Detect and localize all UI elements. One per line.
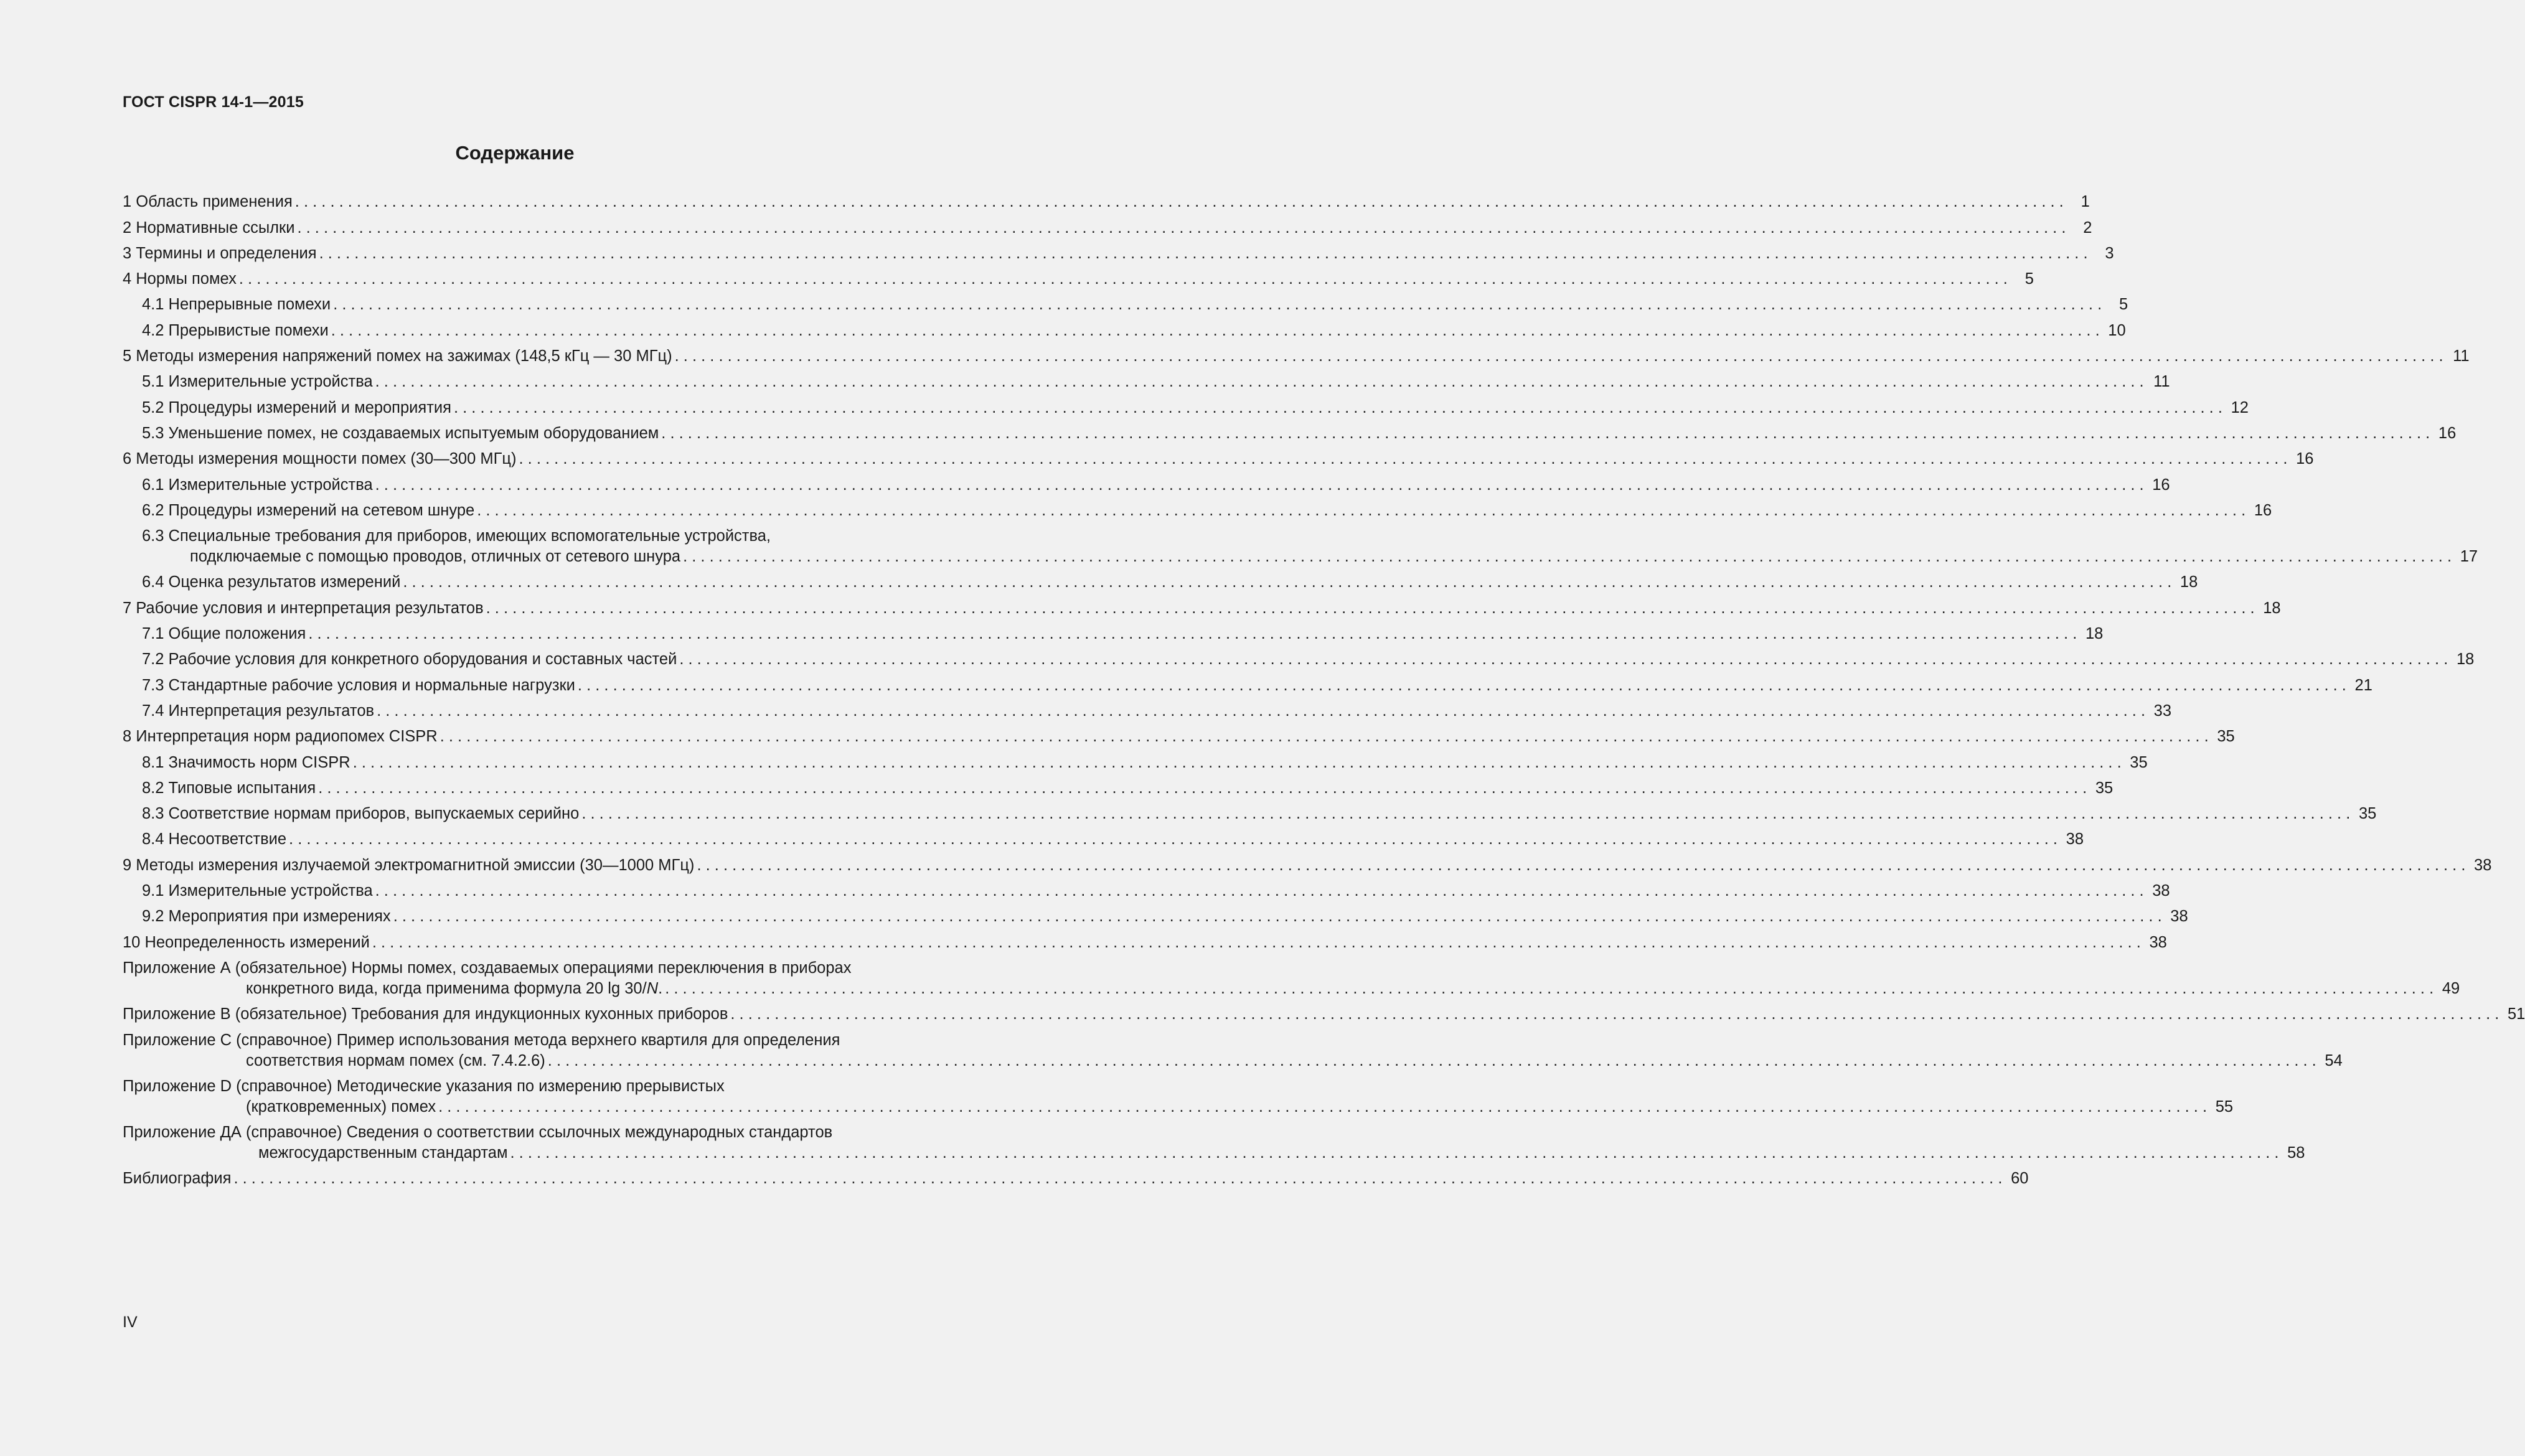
- toc-page-number: 60: [2011, 1170, 2029, 1188]
- toc-entry-label: 6 Методы измерения мощности помех (30—300 МГц): [123, 450, 517, 468]
- toc-page-number: 35: [2358, 805, 2377, 823]
- toc-page-number: 16: [2438, 424, 2457, 442]
- toc-entry-annex-da[interactable]: [123, 1117, 2305, 1163]
- toc-entry-4-1[interactable]: [123, 289, 2128, 315]
- toc-page-number: 58: [2287, 1144, 2305, 1162]
- toc-entry-label: 8.4 Несоответствие: [142, 830, 287, 848]
- toc-entry-7[interactable]: [123, 593, 2281, 618]
- toc-page-number: 21: [2354, 676, 2372, 694]
- toc-leader-dots: [331, 321, 2100, 341]
- toc-entry-label: 8.2 Типовые испытания: [142, 779, 316, 797]
- toc-page-number: 38: [2474, 856, 2492, 874]
- page-number: IV: [123, 1313, 138, 1331]
- toc-entry-4-2[interactable]: [123, 315, 2126, 341]
- toc-page-number: 5: [2024, 270, 2034, 288]
- toc-entry-5-3[interactable]: [123, 418, 2457, 444]
- toc-page-number: 35: [2217, 728, 2235, 746]
- toc-page-number: 18: [2179, 573, 2198, 591]
- toc-page-number: 16: [2296, 450, 2314, 468]
- toc-entry-label-continued: (кратковременных) помех: [246, 1097, 436, 1115]
- toc-entry-label: 6.3 Специальные требования для приборов, имеющих вспомогательные устройства,: [142, 527, 771, 545]
- toc-page-number: 38: [2149, 933, 2167, 951]
- toc-entry-7-4[interactable]: [123, 696, 2172, 721]
- toc-page-number: 38: [2152, 882, 2170, 900]
- toc-page-number: 10: [2108, 321, 2126, 339]
- toc-entry-label: 5 Методы измерения напряжений помех на зажимах (148,5 кГц — 30 МГц): [123, 347, 672, 365]
- toc-entry-annex-c[interactable]: [123, 1025, 2343, 1071]
- toc-leader-dots: [233, 1168, 2002, 1189]
- toc-entry-label: 8 Интерпретация норм радиопомех CISPR: [123, 728, 438, 746]
- toc-entry-annex-a[interactable]: [123, 953, 2460, 999]
- toc-entry-7-3[interactable]: [123, 670, 2372, 695]
- toc-page-number: 5: [2118, 296, 2128, 314]
- toc-entry-9-1[interactable]: [123, 876, 2170, 901]
- formula-variable: N: [646, 979, 659, 997]
- toc-leader-dots: [730, 1004, 2499, 1025]
- toc-entry-3[interactable]: [123, 238, 2114, 264]
- toc-entry-label: 6.4 Оценка результатов измерений: [142, 573, 401, 591]
- toc-entry-5[interactable]: [123, 341, 2470, 367]
- page-title: Содержание: [455, 142, 575, 164]
- toc-entry-10[interactable]: [123, 927, 2167, 952]
- toc-entry-label: Приложение ДА (справочное) Сведения о соответствии ссылочных международных стандартов: [123, 1124, 833, 1142]
- toc-page-number: 11: [2153, 373, 2170, 391]
- toc-entry-8-1[interactable]: [123, 747, 2148, 773]
- toc-leader-dots: [297, 218, 2066, 238]
- toc-leader-dots: [375, 881, 2144, 901]
- toc-entry-label: 8.1 Значимость норм CISPR: [142, 753, 350, 771]
- toc-entry-6-3[interactable]: [123, 521, 2478, 567]
- toc-entry-label: 6.1 Измерительные устройства: [142, 476, 373, 494]
- toc-entry-8-4[interactable]: [123, 824, 2084, 850]
- toc-page-number: 54: [2325, 1051, 2343, 1069]
- toc-entry-label: 7.1 Общие положения: [142, 625, 306, 643]
- toc-entry-label: Приложение В (обязательное) Требования для индукционных кухонных приборов: [123, 1005, 728, 1023]
- toc-page-number: 33: [2153, 702, 2172, 720]
- toc-page-number: 18: [2456, 651, 2475, 669]
- toc-page-number: 3: [2105, 244, 2114, 262]
- toc-leader-dots: [679, 649, 2448, 670]
- toc-page-number: 51: [2508, 1005, 2525, 1023]
- toc-entry-7-2[interactable]: [123, 644, 2475, 670]
- toc-entry-label: Приложение С (справочное) Пример использования метода верхнего квартиля для определения: [123, 1031, 840, 1049]
- toc-entry-5-1[interactable]: [123, 367, 2170, 392]
- toc-entry-label-continued: подключаемые с помощью проводов, отличных от сетевого шнура: [190, 548, 681, 566]
- toc-entry-label: 2 Нормативные ссылки: [123, 218, 295, 237]
- toc-entry-label: 7 Рабочие условия и интерпретация результатов: [123, 599, 484, 617]
- toc-entry-label: 5.3 Уменьшение помех, не создаваемых испытуемым оборудованием: [142, 424, 659, 442]
- toc-entry-label: 9 Методы измерения излучаемой электромагнитной эмиссии (30—1000 МГц): [123, 856, 695, 874]
- toc-leader-dots: [675, 346, 2443, 367]
- toc-entry-4[interactable]: [123, 264, 2034, 289]
- toc-page-number: 55: [2215, 1097, 2234, 1115]
- toc-entry-label-continued: межгосударственным стандартам: [258, 1144, 508, 1162]
- toc-leader-dots: [353, 753, 2122, 773]
- toc-entry-label: 6.2 Процедуры измерений на сетевом шнуре: [142, 501, 475, 519]
- toc-page-number: 12: [2231, 398, 2249, 416]
- toc-page-number: 11: [2453, 347, 2470, 365]
- toc-entry-label: 5.2 Процедуры измерений и мероприятия: [142, 398, 451, 416]
- toc-leader-dots: [548, 1051, 2316, 1071]
- toc-leader-dots: [239, 269, 2008, 289]
- toc-entry-label: 3 Термины и определения: [123, 244, 317, 262]
- toc-entry-label: Библиография: [123, 1170, 232, 1188]
- toc-entry-annex-d[interactable]: [123, 1071, 2234, 1117]
- toc-leader-dots: [440, 726, 2209, 747]
- toc-entry-label: 9.2 Мероприятия при измерениях: [142, 908, 391, 926]
- toc-entry-label-continued: конкретного вида, когда применима формула 20 lg 30/N.: [246, 979, 663, 997]
- toc-leader-dots: [438, 1097, 2207, 1117]
- toc-page-number: 16: [2254, 501, 2272, 519]
- toc-entry-1[interactable]: [123, 187, 2090, 212]
- toc-page-number: 35: [2095, 779, 2114, 797]
- toc-entry-5-2[interactable]: [123, 392, 2249, 418]
- toc-leader-dots: [308, 624, 2077, 644]
- toc-page-number: 2: [2083, 218, 2092, 237]
- toc-page-number: 17: [2460, 548, 2478, 566]
- toc-leader-dots: [486, 598, 2255, 619]
- toc-entry-6-2[interactable]: [123, 496, 2272, 521]
- toc-entry-label: 10 Неопределенность измерений: [123, 933, 370, 951]
- toc-entry-9-2[interactable]: [123, 901, 2188, 927]
- toc-leader-dots: [375, 372, 2144, 392]
- toc-leader-dots: [295, 192, 2064, 212]
- toc-page-number: 18: [2085, 625, 2104, 643]
- toc-leader-dots: [403, 572, 2171, 593]
- toc-page-number: 1: [2081, 193, 2090, 211]
- toc-entry-8[interactable]: [123, 721, 2235, 747]
- toc-leader-dots: [393, 906, 2162, 927]
- toc-leader-dots: [318, 778, 2087, 799]
- toc-entry-label: 7.2 Рабочие условия для конкретного оборудования и составных частей: [142, 651, 677, 669]
- toc-entry-bibliography[interactable]: [123, 1163, 2029, 1189]
- toc-entry-6-4[interactable]: [123, 567, 2198, 593]
- toc-page-number: 18: [2263, 599, 2281, 617]
- toc-entry-label-continued: соответствия нормам помех (см. 7.4.2.6): [246, 1051, 545, 1069]
- toc-leader-dots: [289, 829, 2057, 850]
- toc-entry-6[interactable]: [123, 444, 2314, 469]
- document-header: ГОСТ CISPR 14-1—2015: [123, 93, 304, 111]
- toc-page-number: 35: [2130, 753, 2148, 771]
- toc-leader-dots: [477, 500, 2245, 521]
- toc-leader-dots: [377, 701, 2145, 721]
- toc-entry-6-1[interactable]: [123, 469, 2170, 495]
- toc-page-number: 16: [2152, 476, 2170, 494]
- toc-leader-dots: [683, 547, 2452, 567]
- toc-entry-label: 9.1 Измерительные устройства: [142, 882, 373, 900]
- toc-leader-dots: [661, 423, 2430, 444]
- toc-entry-label: 7.4 Интерпретация результатов: [142, 702, 375, 720]
- toc-entry-label: 7.3 Стандартные рабочие условия и нормальные нагрузки: [142, 676, 575, 694]
- toc-entry-7-1[interactable]: [123, 619, 2104, 644]
- table-of-contents: [123, 187, 2525, 1189]
- toc-entry-annex-b[interactable]: [123, 999, 2525, 1025]
- toc-leader-dots: [665, 979, 2433, 999]
- toc-leader-dots: [333, 294, 2102, 315]
- toc-leader-dots: [375, 475, 2144, 496]
- toc-entry-label: 4.2 Прерывистые помехи: [142, 321, 329, 339]
- toc-entry-9[interactable]: [123, 850, 2492, 875]
- toc-leader-dots: [519, 449, 2288, 469]
- toc-page-number: 38: [2066, 830, 2084, 848]
- toc-leader-dots: [578, 675, 2346, 696]
- toc-entry-label: 4.1 Непрерывные помехи: [142, 296, 331, 314]
- toc-leader-dots: [372, 932, 2141, 953]
- toc-entry-8-2[interactable]: [123, 773, 2114, 799]
- toc-entry-label: 8.3 Соответствие нормам приборов, выпускаемых серийно: [142, 805, 580, 823]
- toc-leader-dots: [510, 1143, 2278, 1163]
- toc-page-number: 38: [2170, 908, 2188, 926]
- toc-leader-dots: [581, 804, 2350, 824]
- toc-entry-8-3[interactable]: [123, 799, 2377, 824]
- toc-leader-dots: [319, 243, 2088, 264]
- toc-entry-label: 1 Область применения: [123, 193, 293, 211]
- toc-leader-dots: [454, 398, 2222, 418]
- toc-page-number: 49: [2442, 979, 2460, 997]
- toc-entry-label: 5.1 Измерительные устройства: [142, 373, 373, 391]
- toc-entry-2[interactable]: [123, 212, 2092, 238]
- toc-entry-label: Приложение D (справочное) Методические указания по измерению прерывистых: [123, 1077, 725, 1095]
- toc-entry-label: 4 Нормы помех: [123, 270, 237, 288]
- toc-leader-dots: [697, 855, 2465, 876]
- toc-entry-label: Приложение А (обязательное) Нормы помех, создаваемых операциями переключения в приборах: [123, 959, 852, 977]
